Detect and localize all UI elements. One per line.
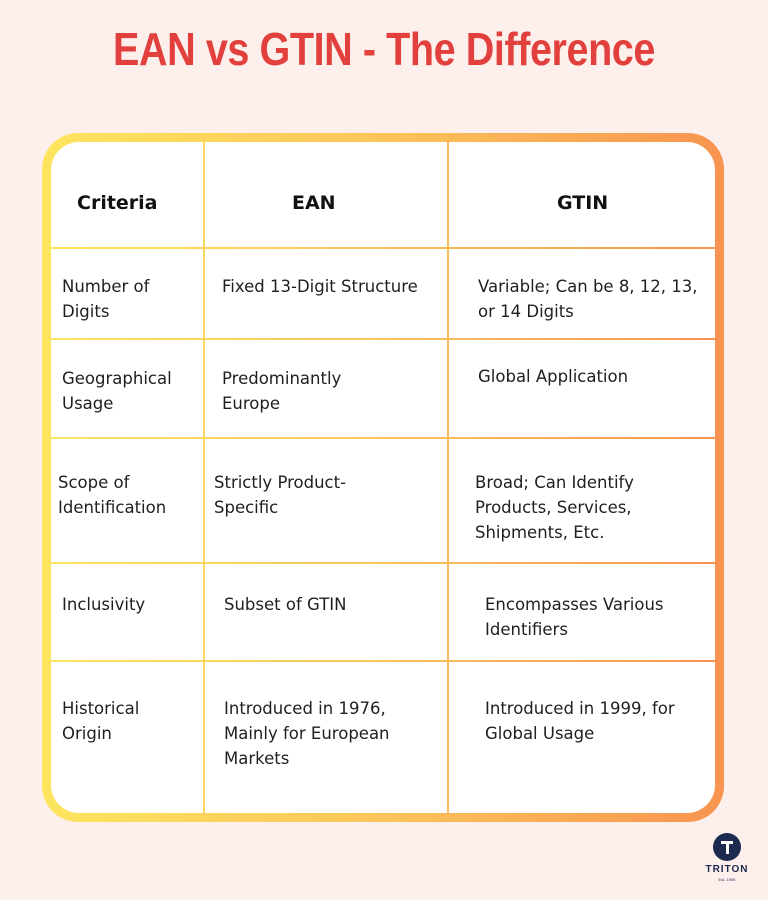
table-cell-ean — [222, 366, 341, 416]
column-header: Criteria — [77, 192, 158, 214]
cell-line: Broad; Can Identify — [475, 473, 634, 492]
cell-line: Identification — [58, 498, 167, 517]
table-body — [51, 142, 715, 813]
triton-logo — [697, 833, 757, 893]
cell-line: Mainly for European — [224, 724, 390, 743]
logo-name: TRITON — [705, 864, 749, 875]
cell-line: Introduced in 1976, — [224, 699, 386, 718]
cell-line: Europe — [222, 394, 281, 413]
table-cell-criteria — [62, 696, 139, 746]
cell-line: Origin — [62, 724, 112, 743]
column-header: EAN — [292, 192, 336, 214]
cell-line: Specific — [214, 498, 279, 517]
table-cell-ean — [224, 592, 347, 617]
cell-line: Historical — [62, 699, 140, 718]
cell-line: Markets — [224, 749, 290, 768]
row-divider — [51, 437, 715, 439]
row-divider — [51, 247, 715, 249]
table-cell-gtin — [478, 364, 628, 389]
cell-line: Scope of — [58, 473, 130, 492]
table-cell-criteria — [62, 592, 145, 617]
triton-logo-icon — [713, 833, 741, 861]
cell-line: Fixed 13-Digit Structure — [222, 277, 418, 296]
cell-line: Inclusivity — [62, 595, 146, 614]
table-cell-criteria — [62, 274, 149, 324]
page-title: EAN vs GTIN - The Difference — [113, 23, 655, 75]
cell-line: Encompasses Various — [485, 595, 664, 614]
cell-line: Shipments, Etc. — [475, 523, 605, 542]
table-cell-gtin — [485, 592, 664, 642]
cell-line: Usage — [62, 394, 114, 413]
column-header: GTIN — [557, 192, 609, 214]
cell-line: Identifiers — [485, 620, 568, 639]
comparison-table — [42, 133, 724, 822]
cell-line: Global Application — [478, 367, 629, 386]
column-divider — [203, 142, 205, 813]
table-cell-criteria — [58, 470, 166, 520]
row-divider — [51, 338, 715, 340]
row-divider — [51, 562, 715, 564]
cell-line: Products, Services, — [475, 498, 632, 517]
table-cell-ean — [222, 274, 418, 299]
cell-line: Geographical — [62, 369, 172, 388]
table-cell-ean — [214, 470, 346, 520]
table-cell-criteria — [62, 366, 172, 416]
table-cell-gtin — [478, 274, 698, 324]
row-divider — [51, 660, 715, 662]
cell-line: Digits — [62, 302, 110, 321]
cell-line: Subset of GTIN — [224, 595, 347, 614]
table-cell-gtin — [485, 696, 675, 746]
cell-line: Number of — [62, 277, 150, 296]
cell-line: Introduced in 1999, for — [485, 699, 675, 718]
table-cell-ean — [224, 696, 390, 771]
cell-line: Predominantly — [222, 369, 342, 388]
logo-tagline: Est. 1955 — [718, 877, 736, 882]
column-divider — [447, 142, 449, 813]
cell-line: Global Usage — [485, 724, 595, 743]
table-cell-gtin — [475, 470, 634, 545]
cell-line: or 14 Digits — [478, 302, 574, 321]
cell-line: Variable; Can be 8, 12, 13, — [478, 277, 698, 296]
cell-line: Strictly Product- — [214, 473, 347, 492]
